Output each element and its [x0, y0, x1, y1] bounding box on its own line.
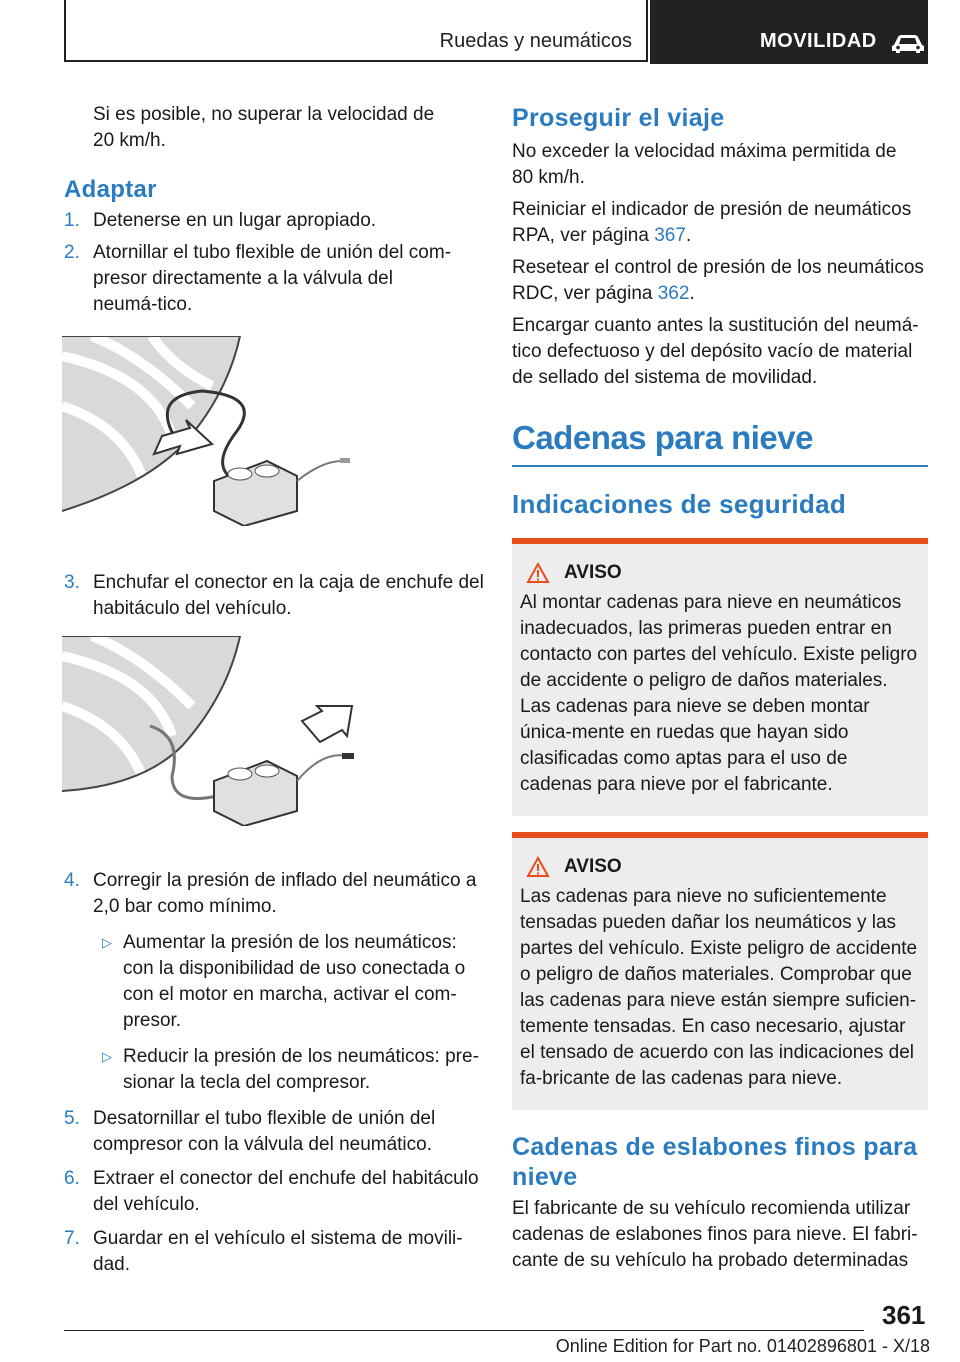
chains-heading: Cadenas para nieve	[512, 419, 813, 456]
left-column	[64, 96, 480, 318]
step-number: 6.	[64, 1168, 80, 1189]
speed-text: No exceder la velocidad máxima permitida de 80 km/h.	[512, 141, 897, 188]
warning-triangle-icon	[526, 856, 550, 878]
rdc-text-body: Resetear el control de presión de los neumáticos RDC, ver página	[512, 257, 924, 304]
section-tab	[64, 0, 648, 62]
step-number: 1.	[64, 210, 80, 231]
step-number: 7.	[64, 1228, 80, 1249]
intro-text: Si es posible, no superar la velocidad de 20 km/h.	[93, 104, 435, 151]
list-item	[64, 868, 493, 920]
step-number: 4.	[64, 870, 80, 891]
step-number: 3.	[64, 572, 80, 593]
step-text: Desatornillar el tubo flexible de unión del compresor con la válvula del neumático.	[93, 1108, 436, 1155]
safety-heading: Indicaciones de seguridad	[512, 489, 847, 519]
step-text: Detenerse en un lugar apropiado.	[93, 210, 377, 231]
compressor-valve-illustration	[62, 336, 362, 526]
step-text: Atornillar el tubo flexible de unión del com‐presor directamente a la válvula del neumá‐tico.	[93, 242, 452, 315]
step-text: Guardar en el vehículo el sistema de movili‐dad.	[93, 1228, 463, 1275]
warning-title	[520, 562, 920, 584]
triangle-bullet-icon: ▷	[102, 935, 112, 950]
steps-continued	[64, 868, 480, 1278]
fine-chains-text: El fabricante de su vehículo recomienda utilizar cadenas de eslabones finos para nieve. El fabri‐cante de su vehículo ha probado determinadas	[512, 1198, 918, 1271]
triangle-bullet-icon: ▷	[102, 1049, 112, 1064]
adapt-heading: Adaptar	[64, 176, 157, 203]
replacement-text: Encargar cuanto antes la sustitución del neumá‐tico defectuoso y del depósito vacío de material de sellado del sistema de movilidad.	[512, 315, 919, 388]
list-item	[64, 1226, 483, 1278]
chapter-tab	[650, 0, 928, 64]
step-number: 5.	[64, 1108, 80, 1129]
list-item	[64, 1166, 509, 1218]
period: .	[685, 225, 692, 246]
rdc-text	[512, 255, 928, 307]
edition-footer: Online Edition for Part no. 01402896801 - X/18	[555, 1336, 930, 1356]
page-link-362[interactable]: 362	[657, 283, 690, 304]
chapter-title: MOVILIDAD	[760, 30, 877, 52]
fine-chains-heading: Cadenas de eslabones finos para nieve	[512, 1133, 918, 1191]
period: .	[689, 283, 695, 304]
sub-list-item	[64, 1044, 483, 1096]
continue-heading: Proseguir el viaje	[512, 104, 725, 132]
warning-text: Al montar cadenas para nieve en neumáticos inadecuados, las primeras pueden entrar en contacto con partes del vehículo. Existe peligro de accidente o peligro de daños materiales. Las cadenas para nieve se deben montar única‐mente en ruedas que hayan sido clasificadas como aptas para el uso de cadenas para nieve por el fabricante.	[520, 592, 918, 795]
list-item	[64, 240, 458, 318]
page-number: 361	[882, 1300, 926, 1330]
substep-text: Aumentar la presión de los neumáticos: con la disponibilidad de uso conectada o con el motor en marcha, activar el com‐presor.	[123, 932, 466, 1031]
section-title: Ruedas y neumáticos	[439, 30, 632, 52]
step-text: Extraer el conector del enchufe del habitáculo del vehículo.	[93, 1168, 479, 1215]
warning-triangle-icon	[526, 562, 550, 584]
rpa-text	[512, 197, 928, 249]
step-number: 2.	[64, 242, 80, 263]
list-item	[64, 1106, 473, 1158]
footer-rule	[64, 1330, 864, 1331]
step-text: Corregir la presión de inflado del neumático a 2,0 bar como mínimo.	[93, 870, 477, 917]
page-header	[64, 0, 928, 64]
compressor-socket-illustration	[62, 636, 362, 826]
step-text: Enchufar el conector en la caja de enchufe del habitáculo del vehículo.	[93, 572, 484, 619]
warning-label: AVISO	[564, 562, 622, 583]
car-icon	[890, 34, 926, 54]
heading-rule	[512, 465, 928, 467]
right-column	[512, 104, 928, 1274]
substep-text: Reducir la presión de los neumáticos: pre‐sionar la tecla del compresor.	[123, 1046, 479, 1093]
warning-title	[520, 856, 920, 878]
warning-label: AVISO	[564, 856, 622, 877]
list-item	[64, 570, 493, 622]
page-link-367[interactable]: 367	[654, 225, 686, 246]
list-item	[64, 208, 480, 234]
sub-list-item	[64, 930, 473, 1034]
warning-box	[512, 832, 928, 1110]
warning-text: Las cadenas para nieve no suficientemente tensadas pueden dañar los neumáticos y las partes del vehículo. Existe peligro de accidente o peligro de daños materiales. Comprobar que las cadenas para nieve están siempre suficien‐temente tensadas. En caso necesario, ajustar el tensado de acuerdo con las indicaciones del fa‐bricante de las cadenas para nieve.	[520, 886, 918, 1089]
rpa-text-body: Reiniciar el indicador de presión de neumáticos RPA, ver página	[512, 199, 912, 246]
warning-box	[512, 538, 928, 816]
